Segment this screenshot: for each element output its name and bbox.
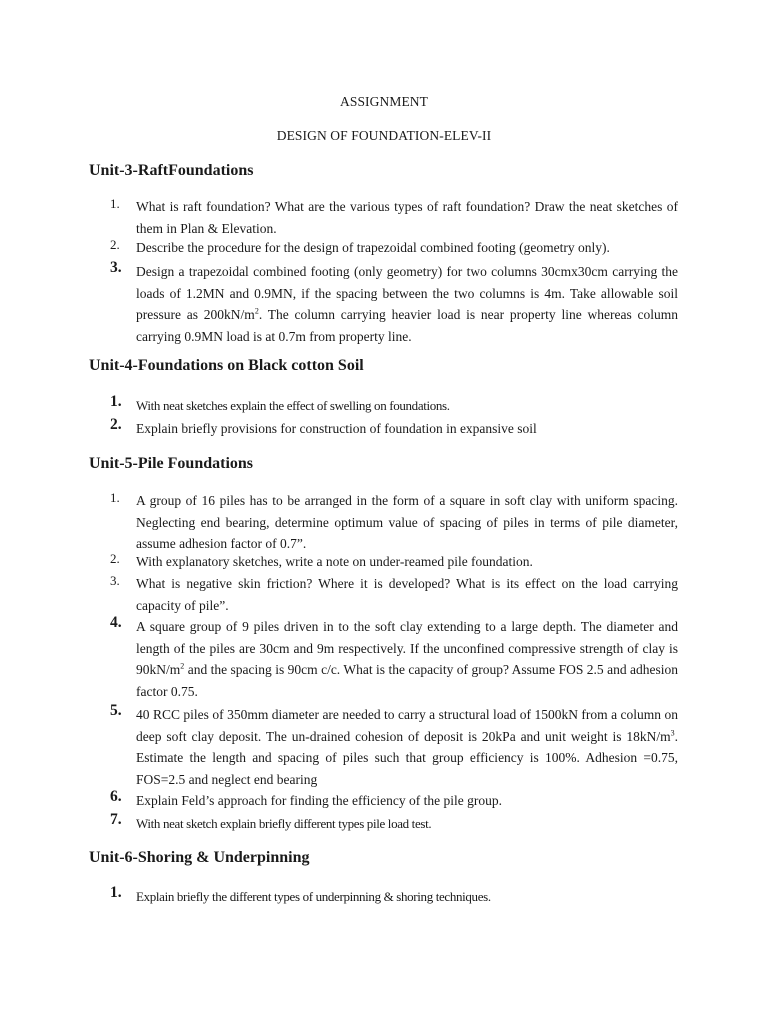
- question-number: 1.: [110, 490, 120, 505]
- unit-5-question-5: [110, 704, 678, 790]
- unit-3-heading: Unit-3-RaftFoundations: [89, 162, 254, 179]
- unit-5-question-1: [110, 490, 678, 555]
- question-text: A group of 16 piles has to be arranged in the form of a square in soft clay with uniform spacing. Neglecting end bearing, determine optimum value of spacing of piles in terms of pile diameter, assume adhesion factor of 0.7”.: [136, 493, 678, 552]
- question-text-part: . The column carrying heavier load is near property line whereas column carrying 0.9MN load is at 0.7m from property line.: [136, 307, 678, 344]
- question-number: 4.: [110, 614, 122, 631]
- question-text-part: and the spacing is 90cm c/c. What is the capacity of group? Assume FOS 2.5 and adhesion factor 0.75.: [136, 662, 678, 699]
- question-text: [136, 704, 678, 790]
- unit-5-question-2: [110, 551, 678, 573]
- question-number: 2.: [110, 551, 120, 566]
- question-number: 6.: [110, 788, 122, 805]
- unit-4-question-2: [110, 418, 678, 440]
- question-text: Explain briefly the different types of underpinning & shoring techniques.: [136, 889, 491, 904]
- superscript: 3: [670, 728, 675, 738]
- question-text: With neat sketches explain the effect of swelling on foundations.: [136, 398, 450, 413]
- unit-4-question-1: [110, 395, 678, 417]
- question-number: 3.: [110, 573, 120, 588]
- question-text-part: A square group of 9 piles driven in to the soft clay extending to a large depth. The diameter and length of the piles are 30cm and 9m respectively. If the unconfined compressive strength of clay is 90kN/m: [136, 619, 678, 678]
- unit-3-question-2: [110, 237, 678, 259]
- question-number: 2.: [110, 237, 120, 252]
- unit-3-question-1: [110, 196, 678, 239]
- question-text: What is negative skin friction? Where it is developed? What is its effect on the load carrying capacity of pile”.: [136, 576, 678, 613]
- question-text: Explain Feld’s approach for finding the efficiency of the pile group.: [136, 793, 503, 808]
- unit-5-question-7: [110, 813, 678, 835]
- unit-6-question-1: [110, 886, 678, 908]
- question-text: With explanatory sketches, write a note on under-reamed pile foundation.: [136, 554, 533, 569]
- question-number: 5.: [110, 702, 122, 719]
- unit-3-question-3: [110, 261, 678, 347]
- unit-5-question-3: [110, 573, 678, 616]
- document-title: ASSIGNMENT: [339, 94, 428, 109]
- question-number: 1.: [110, 196, 120, 211]
- question-text-part: Design a trapezoidal combined footing (only geometry) for two columns 30cmx30cm carrying the loads of 1.2MN and 0.9MN, if the spacing between the two columns is 4m. Take allowable soil pressure as 200kN/m: [136, 264, 678, 323]
- question-number: 1.: [110, 884, 122, 901]
- question-number: 3.: [110, 259, 122, 276]
- unit-5-question-4: [110, 616, 678, 702]
- question-text-part: . Estimate the length and spacing of piles such that group efficiency is 100%. Adhesion =0.75, FOS=2.5 and neglect end bearing: [136, 728, 678, 787]
- unit-5-heading: Unit-5-Pile Foundations: [89, 455, 254, 472]
- question-text: What is raft foundation? What are the various types of raft foundation? Draw the neat sketches of them in Plan & Elevation.: [136, 199, 678, 236]
- unit-5-question-6: [110, 790, 678, 812]
- question-number: 7.: [110, 811, 122, 828]
- unit-6-heading: Unit-6-Shoring & Underpinning: [89, 849, 310, 866]
- superscript: 2: [180, 661, 185, 671]
- superscript: 2: [254, 306, 259, 316]
- unit-4-heading: Unit-4-Foundations on Black cotton Soil: [89, 357, 364, 374]
- question-text: Explain briefly provisions for construction of foundation in expansive soil: [136, 421, 537, 436]
- question-text: With neat sketch explain briefly different types pile load test.: [136, 816, 432, 831]
- question-text: Describe the procedure for the design of trapezoidal combined footing (geometry only).: [136, 240, 610, 255]
- question-text: [136, 261, 678, 347]
- question-text: [136, 616, 678, 702]
- question-number: 2.: [110, 416, 122, 433]
- question-text-part: 40 RCC piles of 350mm diameter are needed to carry a structural load of 1500kN from a column on deep soft clay deposit. The un-drained cohesion of deposit is 20kPa and unit weight is 18kN/m: [136, 707, 678, 744]
- question-number: 1.: [110, 393, 122, 410]
- document-subtitle: DESIGN OF FOUNDATION-ELEV-II: [276, 128, 492, 143]
